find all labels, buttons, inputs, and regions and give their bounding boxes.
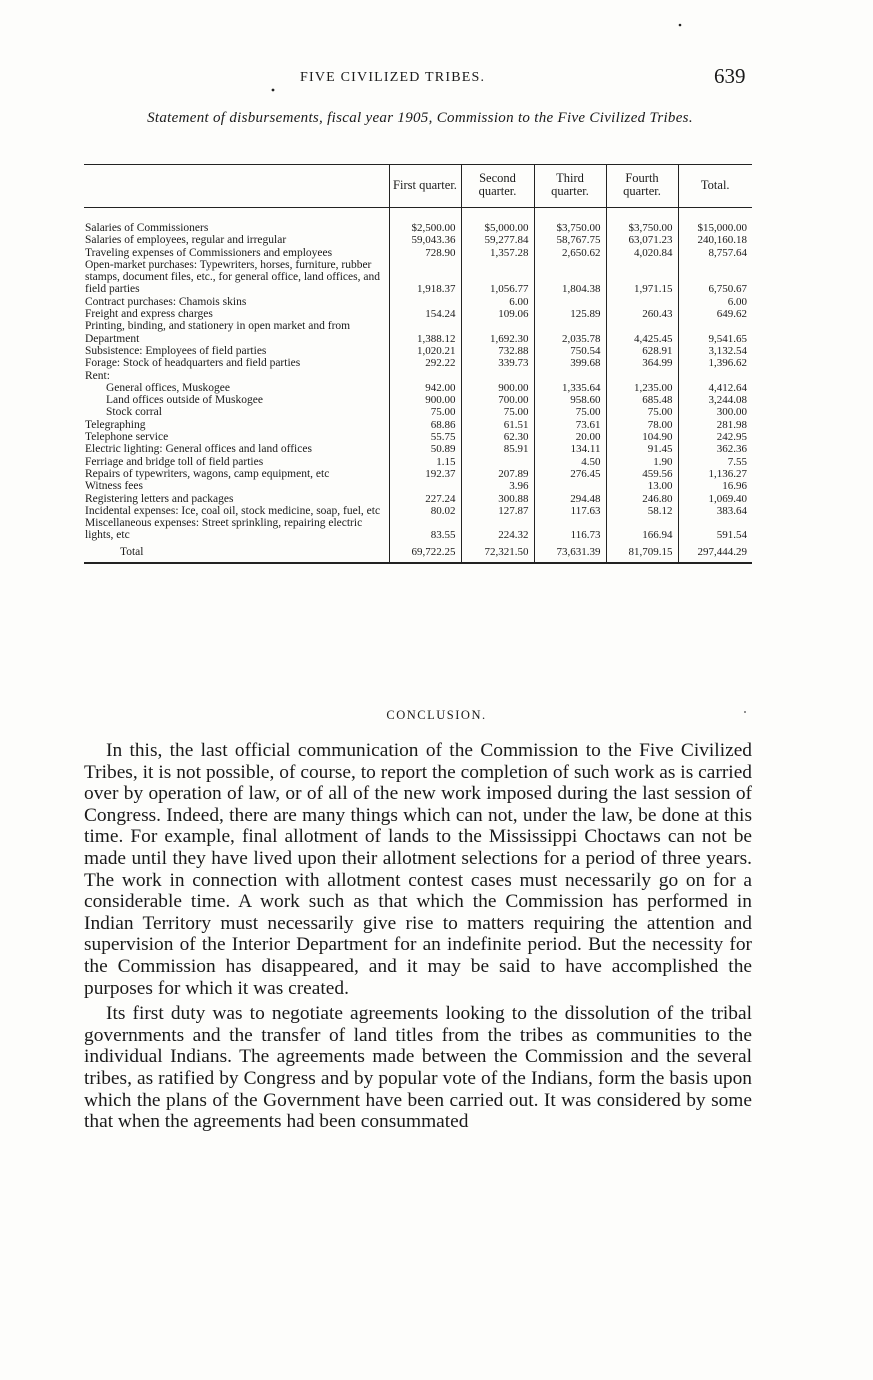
- row-value: 1,918.37: [389, 259, 461, 296]
- row-value: 591.54: [678, 517, 752, 542]
- row-value: 13.00: [606, 480, 678, 492]
- row-description: Salaries of employees, regular and irregular: [85, 234, 287, 247]
- row-value: 628.91: [606, 345, 678, 357]
- row-description: Salaries of Commissioners: [85, 222, 209, 234]
- row-value: 75.00: [534, 406, 606, 418]
- row-value: 1.15: [389, 456, 461, 468]
- row-value: 649.62: [678, 308, 752, 320]
- scan-speck: [679, 24, 682, 27]
- row-description: Ferriage and bridge toll of field parties: [85, 455, 264, 468]
- row-value: 7.55: [678, 456, 752, 468]
- row-value: [534, 480, 606, 492]
- table-header-row: [84, 165, 752, 208]
- row-value: 104.90: [606, 431, 678, 443]
- row-value: 85.91: [461, 443, 534, 455]
- row-description: Telephone service: [85, 431, 169, 444]
- row-value: 294.48: [534, 493, 606, 505]
- row-value: 242.95: [678, 431, 752, 443]
- row-value: 227.24: [389, 493, 461, 505]
- conclusion-paragraph-2: Its first duty was to negotiate agreements looking to the dissolution of the tribal governments and the transfer of land titles from the tribes as communities to the individual Indians. The agreements made between the Commission and the several tribes, as ratified by Congress and by popular vote of the Indians, form the basis upon which the plans of the Government have been carried out. It was considered by some that when the agreements had been consummated: [84, 1003, 752, 1133]
- header-fourth-quarter: Fourth quarter.: [606, 165, 678, 208]
- row-description: Witness fees: [85, 480, 143, 493]
- row-description: Repairs of typewriters, wagons, camp equipment, etc: [85, 467, 330, 480]
- row-value: 2,035.78: [534, 320, 606, 345]
- row-value: 1,020.21: [389, 345, 461, 357]
- spacer-cell: [84, 208, 389, 223]
- table-row: [84, 406, 752, 418]
- row-description: Rent:: [85, 369, 110, 382]
- total-value: 72,321.50: [461, 542, 534, 563]
- header-description: [84, 165, 389, 208]
- row-value: 750.54: [534, 345, 606, 357]
- table-row: [84, 357, 752, 369]
- row-value: 6,750.67: [678, 259, 752, 296]
- row-value: 942.00: [389, 382, 461, 394]
- table-row: [84, 431, 752, 443]
- row-value: 732.88: [461, 345, 534, 357]
- table-row: [84, 394, 752, 406]
- row-value: 62.30: [461, 431, 534, 443]
- row-value: 59,277.84: [461, 234, 534, 246]
- row-description: Printing, binding, and stationery in open market and from Department: [85, 320, 351, 345]
- table-row: [84, 468, 752, 480]
- row-value: 3,244.08: [678, 394, 752, 406]
- total-value: 69,722.25: [389, 542, 461, 563]
- header-total: Total.: [678, 165, 752, 208]
- page-number: 639: [714, 64, 746, 88]
- row-description: Land offices outside of Muskogee: [106, 394, 263, 407]
- row-value: [678, 370, 752, 382]
- row-description: Stock corral: [106, 406, 162, 419]
- table-row: [84, 480, 752, 492]
- row-value: 1,235.00: [606, 382, 678, 394]
- row-description: Contract purchases: Chamois skins: [85, 295, 247, 308]
- row-description: Registering letters and packages: [85, 492, 234, 505]
- row-value: 364.99: [606, 357, 678, 369]
- table-row: [84, 443, 752, 455]
- row-value: 6.00: [678, 296, 752, 308]
- row-value: 109.06: [461, 308, 534, 320]
- total-label: Total: [84, 542, 389, 563]
- row-value: [389, 370, 461, 382]
- spacer-cell: [389, 208, 461, 223]
- table-spacer-row: [84, 208, 752, 223]
- page-header: [0, 64, 873, 88]
- row-value: 1,357.28: [461, 247, 534, 259]
- table-row: [84, 320, 752, 345]
- disbursements-table-container: [84, 164, 752, 564]
- row-value: 58,767.75: [534, 234, 606, 246]
- row-value: 362.36: [678, 443, 752, 455]
- row-value: 55.75: [389, 431, 461, 443]
- total-value: 297,444.29: [678, 542, 752, 563]
- table-row: [84, 370, 752, 382]
- row-value: 78.00: [606, 419, 678, 431]
- row-value: 1,804.38: [534, 259, 606, 296]
- table-row: [84, 222, 752, 234]
- row-value: 134.11: [534, 443, 606, 455]
- row-value: 1,971.15: [606, 259, 678, 296]
- row-value: [389, 480, 461, 492]
- row-value: 192.37: [389, 468, 461, 480]
- row-value: 91.45: [606, 443, 678, 455]
- row-value: 58.12: [606, 505, 678, 517]
- row-description: Freight and express charges: [85, 308, 213, 321]
- row-value: 339.73: [461, 357, 534, 369]
- row-value: 16.96: [678, 480, 752, 492]
- row-value: 1,692.30: [461, 320, 534, 345]
- row-value: [389, 296, 461, 308]
- row-description: Traveling expenses of Commissioners and employees: [85, 246, 333, 259]
- table-row: [84, 308, 752, 320]
- row-value: 80.02: [389, 505, 461, 517]
- row-value: 68.86: [389, 419, 461, 431]
- running-title: FIVE CIVILIZED TRIBES.: [300, 70, 486, 85]
- row-value: 246.80: [606, 493, 678, 505]
- row-value: $15,000.00: [678, 222, 752, 234]
- row-value: 4,425.45: [606, 320, 678, 345]
- spacer-cell: [678, 208, 752, 223]
- row-value: 281.98: [678, 419, 752, 431]
- row-value: 900.00: [389, 394, 461, 406]
- row-value: $2,500.00: [389, 222, 461, 234]
- row-description: General offices, Muskogee: [106, 381, 231, 394]
- row-value: 154.24: [389, 308, 461, 320]
- row-value: 8,757.64: [678, 247, 752, 259]
- row-value: 383.64: [678, 505, 752, 517]
- row-value: 20.00: [534, 431, 606, 443]
- row-value: 224.32: [461, 517, 534, 542]
- header-third-quarter: Third quarter.: [534, 165, 606, 208]
- row-value: 1,056.77: [461, 259, 534, 296]
- row-value: 127.87: [461, 505, 534, 517]
- spacer-cell: [461, 208, 534, 223]
- scan-speck: [272, 89, 275, 92]
- row-value: 685.48: [606, 394, 678, 406]
- row-value: 459.56: [606, 468, 678, 480]
- row-value: 1,396.62: [678, 357, 752, 369]
- row-value: $5,000.00: [461, 222, 534, 234]
- table-row: [84, 517, 752, 542]
- row-value: 1,136.27: [678, 468, 752, 480]
- row-value: [534, 296, 606, 308]
- row-value: [606, 370, 678, 382]
- row-value: 116.73: [534, 517, 606, 542]
- row-value: 292.22: [389, 357, 461, 369]
- row-value: 4,412.64: [678, 382, 752, 394]
- row-value: 4,020.84: [606, 247, 678, 259]
- header-first-quarter: First quarter.: [389, 165, 461, 208]
- table-row: [84, 493, 752, 505]
- spacer-cell: [534, 208, 606, 223]
- table-row: [84, 382, 752, 394]
- row-value: 75.00: [389, 406, 461, 418]
- row-description: Incidental expenses: Ice, coal oil, stock medicine, soap, fuel, etc: [85, 504, 381, 517]
- row-value: [534, 370, 606, 382]
- table-row: [84, 345, 752, 357]
- row-value: 240,160.18: [678, 234, 752, 246]
- row-value: 1,388.12: [389, 320, 461, 345]
- table-row: [84, 505, 752, 517]
- row-value: 4.50: [534, 456, 606, 468]
- row-description: Miscellaneous expenses: Street sprinkling, repairing electric lights, etc: [85, 517, 363, 542]
- table-row: [84, 456, 752, 468]
- conclusion-heading: CONCLUSION.: [386, 708, 487, 722]
- table-body: [84, 208, 752, 564]
- row-value: 958.60: [534, 394, 606, 406]
- row-value: 399.68: [534, 357, 606, 369]
- table-row: [84, 247, 752, 259]
- table-caption: Statement of disbursements, fiscal year 1905, Commission to the Five Civilized Tribes.: [147, 110, 693, 126]
- row-description: Subsistence: Employees of field parties: [85, 344, 267, 357]
- table-row: [84, 296, 752, 308]
- row-value: 117.63: [534, 505, 606, 517]
- row-value: 63,071.23: [606, 234, 678, 246]
- conclusion-paragraph-1: In this, the last official communication of the Commission to the Five Civilized Tribes, it is not possible, of course, to report the completion of such work as is carried over by operation of law, or of all of the new work imposed during the last session of Congress. Indeed, there are many things which can not, under the law, be done at this time. For example, final allotment of lands to the Mississippi Choctaws can not be made until they have lived upon their allotment selections for a period of three years. The work in connection with allotment contest cases must necessarily go on for a considerable time. A work such as that which the Commission has performed in Indian Territory must necessarily give rise to matters requiring the attention and supervision of the Interior Department for an indefinite period. But the necessity for the Commission has disappeared, and it may be said to have accomplished the purposes for which it was created.: [84, 740, 752, 999]
- spacer-cell: [606, 208, 678, 223]
- row-value: 1,335.64: [534, 382, 606, 394]
- row-value: 166.94: [606, 517, 678, 542]
- row-value: [606, 296, 678, 308]
- row-description: Forage: Stock of headquarters and field parties: [85, 357, 301, 370]
- row-value: 9,541.65: [678, 320, 752, 345]
- row-value: 1.90: [606, 456, 678, 468]
- disbursements-table: [84, 164, 752, 564]
- row-value: 3,132.54: [678, 345, 752, 357]
- header-second-quarter: Second quarter.: [461, 165, 534, 208]
- row-value: [461, 456, 534, 468]
- row-value: 207.89: [461, 468, 534, 480]
- row-value: $3,750.00: [606, 222, 678, 234]
- row-value: 300.88: [461, 493, 534, 505]
- row-value: 125.89: [534, 308, 606, 320]
- row-value: 50.89: [389, 443, 461, 455]
- table-total-row: [84, 542, 752, 563]
- total-value: 73,631.39: [534, 542, 606, 563]
- row-value: 75.00: [606, 406, 678, 418]
- table-row: [84, 259, 752, 296]
- row-value: 2,650.62: [534, 247, 606, 259]
- row-description: Open-market purchases: Typewriters, horses, furniture, rubber stamps, document files, etc., for general office, land offices, and field parties: [85, 258, 380, 296]
- row-value: 83.55: [389, 517, 461, 542]
- row-value: 61.51: [461, 419, 534, 431]
- row-value: $3,750.00: [534, 222, 606, 234]
- conclusion-body: [84, 740, 752, 1133]
- row-value: 1,069.40: [678, 493, 752, 505]
- row-description: Electric lighting: General offices and land offices: [85, 443, 312, 456]
- row-value: 59,043.36: [389, 234, 461, 246]
- total-value: 81,709.15: [606, 542, 678, 563]
- row-value: 700.00: [461, 394, 534, 406]
- table-row: [84, 419, 752, 431]
- row-value: 3.96: [461, 480, 534, 492]
- row-value: 6.00: [461, 296, 534, 308]
- row-value: 300.00: [678, 406, 752, 418]
- row-value: 900.00: [461, 382, 534, 394]
- row-value: 728.90: [389, 247, 461, 259]
- row-description: Telegraphing: [85, 418, 146, 431]
- row-value: 75.00: [461, 406, 534, 418]
- row-value: 73.61: [534, 419, 606, 431]
- row-value: 260.43: [606, 308, 678, 320]
- row-value: [461, 370, 534, 382]
- row-value: 276.45: [534, 468, 606, 480]
- table-row: [84, 234, 752, 246]
